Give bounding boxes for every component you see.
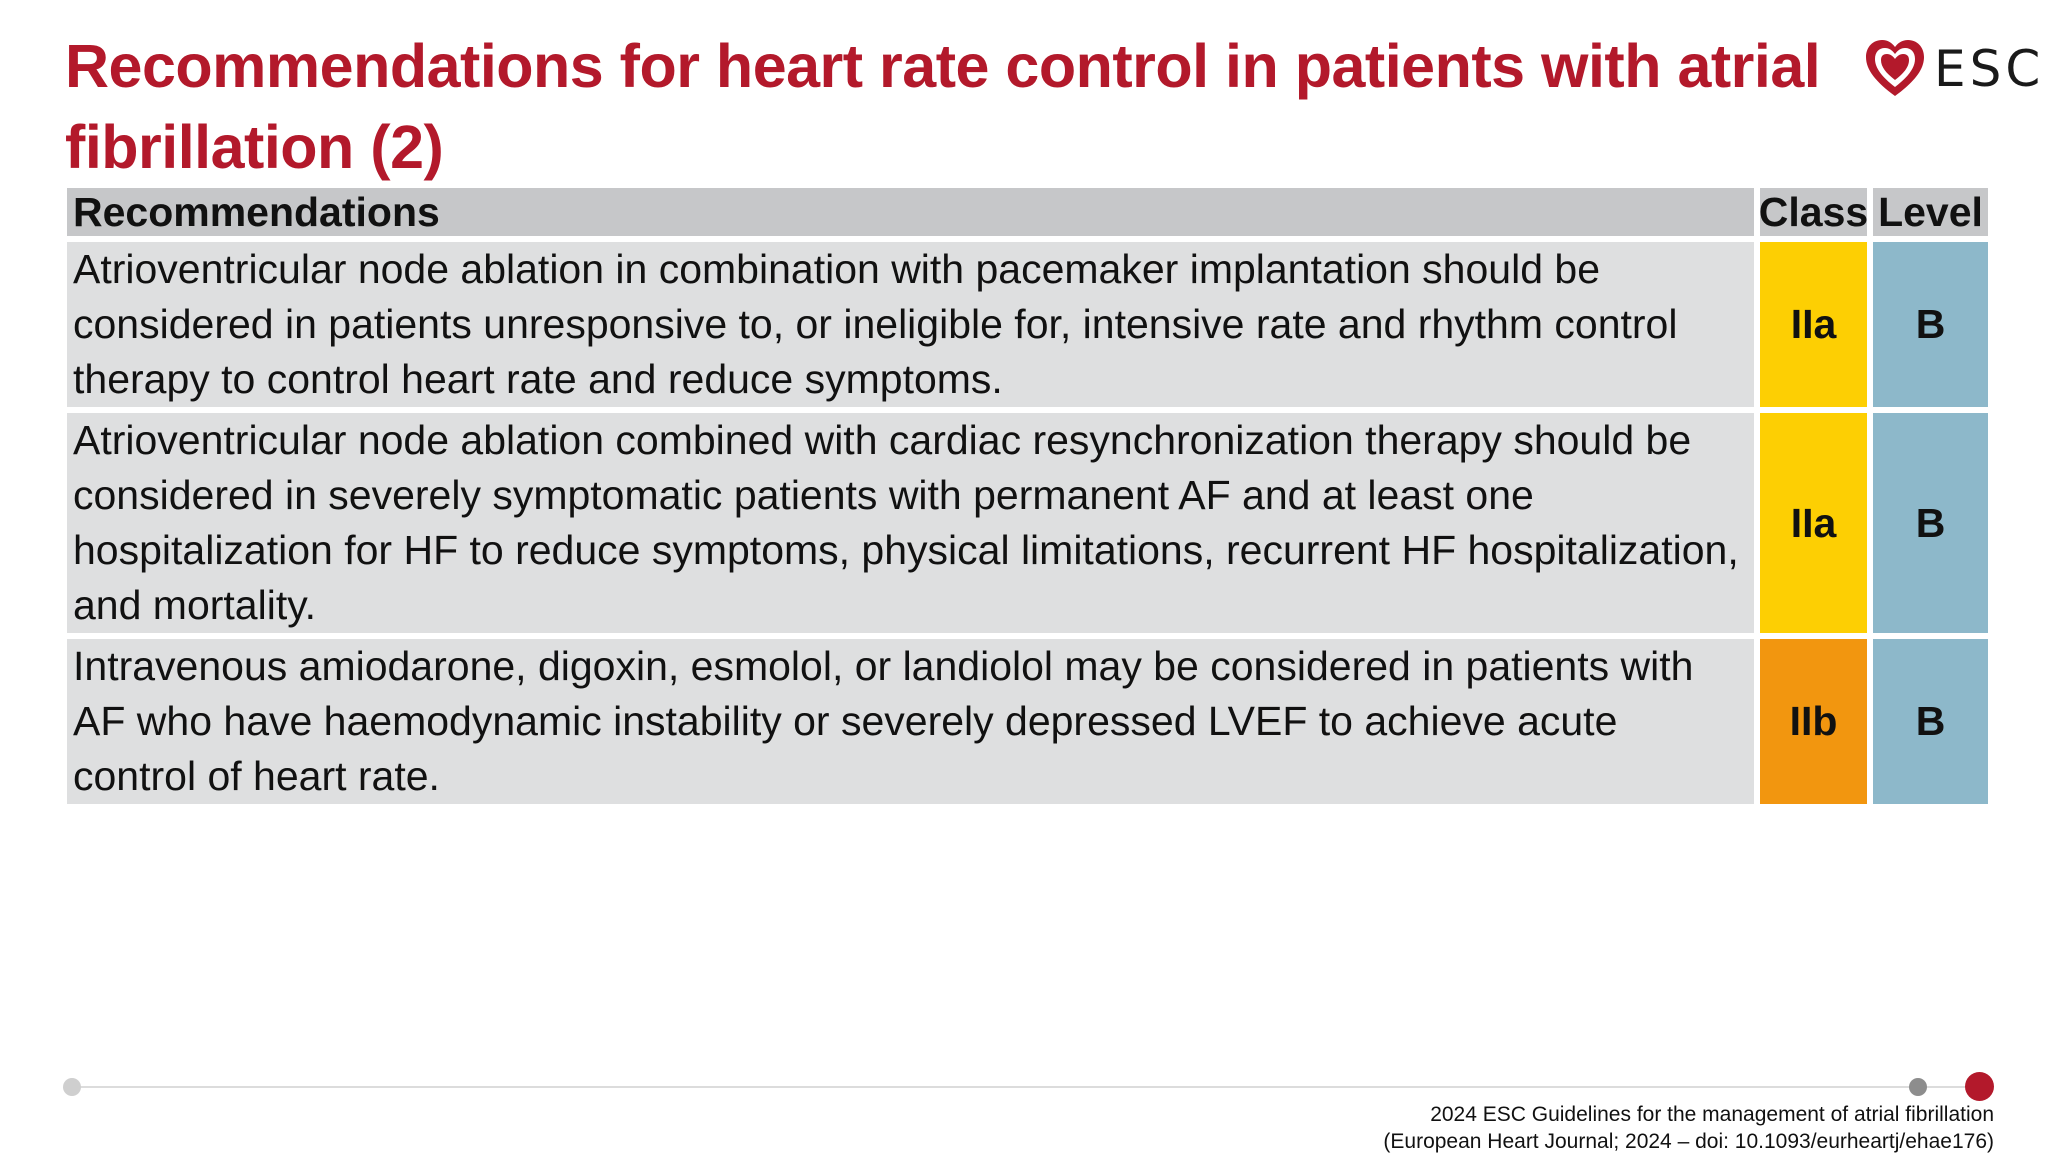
- level-badge: B: [1873, 639, 1988, 804]
- table-header-row: [67, 188, 2000, 236]
- progress-track: [72, 1086, 1967, 1088]
- level-badge: B: [1873, 413, 1988, 633]
- recommendation-text: Atrioventricular node ablation in combination with pacemaker implantation should be considered in patients unresponsive to, or ineligible for, intensive rate and rhythm control therapy to control heart rate and reduce symptoms.: [67, 242, 1754, 407]
- page-title: Recommendations for heart rate control in patients with atrial fibrillation (2): [65, 32, 1821, 181]
- class-badge: IIb: [1760, 639, 1867, 804]
- table-row: [67, 413, 2000, 633]
- class-badge: IIa: [1760, 413, 1867, 633]
- progress-start-dot: [63, 1078, 81, 1096]
- header-class: Class: [1758, 189, 1869, 235]
- progress-marker-dot: [1909, 1078, 1927, 1096]
- citation-line-1: 2024 ESC Guidelines for the management of atrial fibrillation: [1430, 1103, 1994, 1126]
- header-recommendations: Recommendations: [67, 188, 1754, 236]
- class-badge: IIa: [1760, 242, 1867, 407]
- header-level: Level: [1873, 188, 1988, 236]
- progress-end-dot: [1965, 1072, 1994, 1101]
- table-row: [67, 639, 2000, 804]
- table-row: [67, 242, 2000, 407]
- level-badge: B: [1873, 242, 1988, 407]
- citation: [1094, 1101, 1994, 1155]
- recommendation-text: Atrioventricular node ablation combined with cardiac resynchronization therapy should be considered in severely symptomatic patients with permanent AF and at least one hospitalization for HF to reduce symptoms, physical limitations, recurrent HF hospitalization, and mortality.: [67, 413, 1754, 633]
- recommendation-text: Intravenous amiodarone, digoxin, esmolol, or landiolol may be considered in patients with AF who have haemodynamic instability or severely depressed LVEF to achieve acute control of heart rate.: [67, 639, 1754, 804]
- recommendations-table: [67, 188, 2000, 810]
- logo-text: ESC: [1934, 40, 2045, 98]
- citation-line-2: (European Heart Journal; 2024 – doi: 10.1093/eurheartj/ehae176): [1383, 1130, 1994, 1153]
- esc-logo: [1862, 34, 2045, 104]
- heart-icon: [1862, 36, 1928, 102]
